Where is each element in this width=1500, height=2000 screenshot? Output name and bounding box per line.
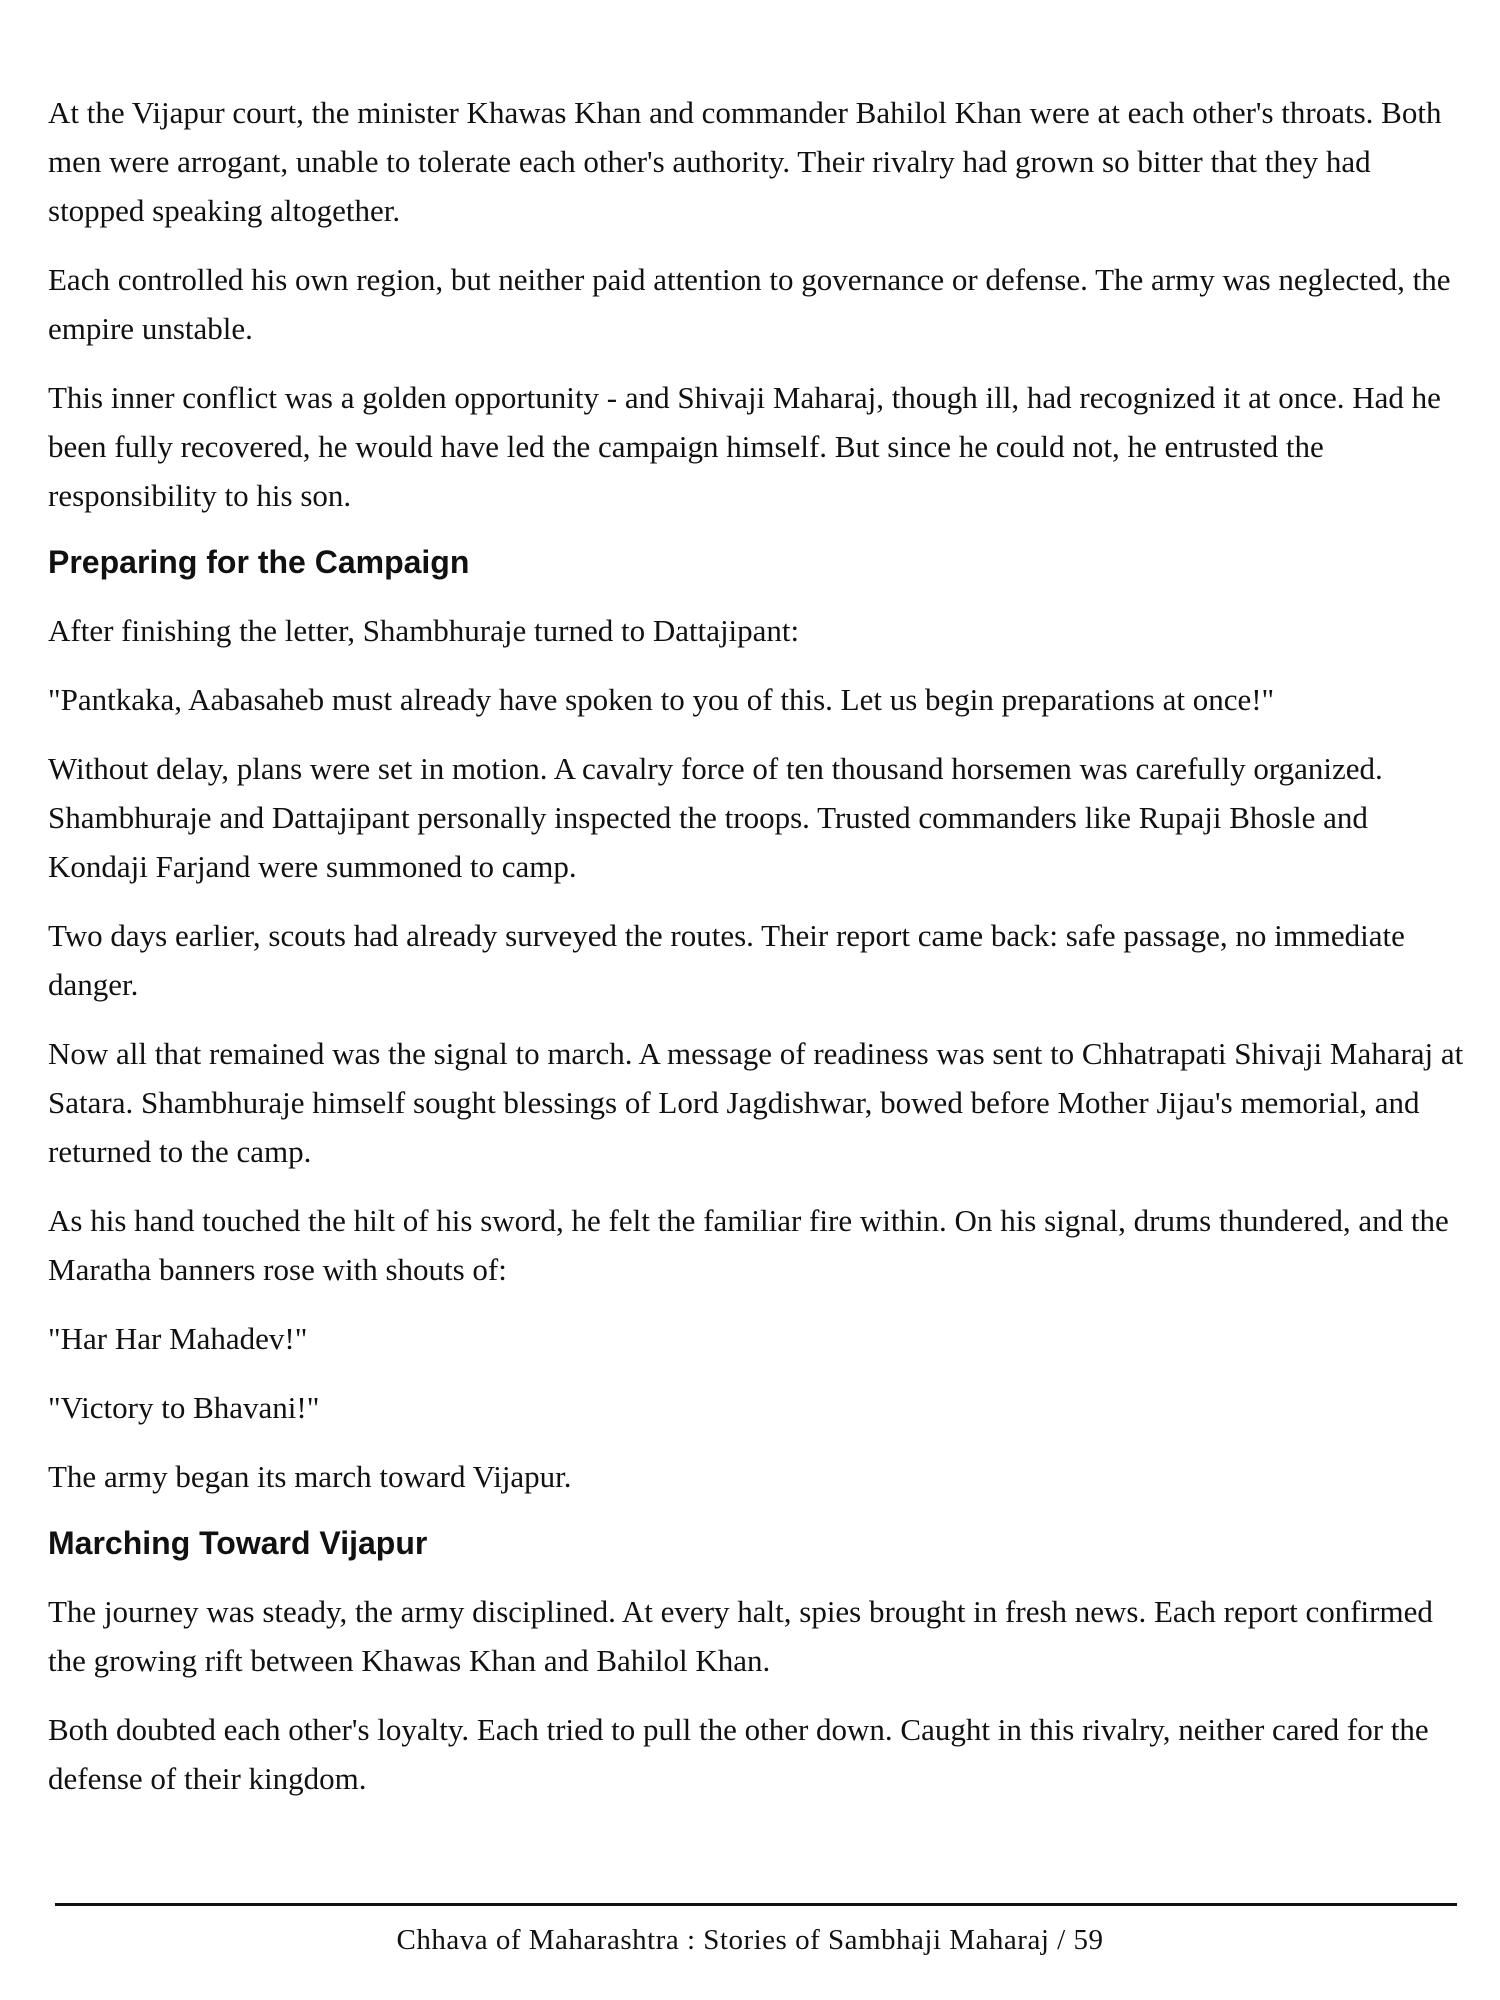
paragraph: Each controlled his own region, but neither paid attention to governance or defense. The army was neglected, the empire unstable. xyxy=(48,262,1451,346)
paragraph: As his hand touched the hilt of his sword, he felt the familiar fire within. On his signal, drums thundered, and the Maratha banners rose with shouts of: xyxy=(48,1203,1449,1287)
section-heading: Preparing for the Campaign xyxy=(48,544,470,580)
paragraph: This inner conflict was a golden opportunity - and Shivaji Maharaj, though ill, had recognized it at once. Had he been fully recovered, he would have led the campaign himself. But since he could not, he entrusted the responsibility to his son. xyxy=(48,380,1441,513)
paragraph: After finishing the letter, Shambhuraje turned to Dattajipant: xyxy=(48,613,800,648)
page-footer: Chhava of Maharashtra : Stories of Sambhaji Maharaj / 59 xyxy=(396,1924,1104,1956)
section-heading: Marching Toward Vijapur xyxy=(48,1525,428,1561)
paragraph: At the Vijapur court, the minister Khawas Khan and commander Bahilol Khan were at each other's throats. Both men were arrogant, unable to tolerate each other's authority. Their rivalry had grown so bitter that they had stopped speaking altogether. xyxy=(48,95,1442,228)
paragraph: "Har Har Mahadev!" xyxy=(48,1321,308,1356)
paragraph: Now all that remained was the signal to march. A message of readiness was sent to Chhatrapati Shivaji Maharaj at Satara. Shambhuraje himself sought blessings of Lord Jagdishwar, bowed before Mother Jijau's memorial, and returned to the camp. xyxy=(48,1036,1464,1169)
paragraph: "Pantkaka, Aabasaheb must already have spoken to you of this. Let us begin preparations at once!" xyxy=(48,682,1275,717)
paragraph: Both doubted each other's loyalty. Each tried to pull the other down. Caught in this rivalry, neither cared for the defense of their kingdom. xyxy=(48,1712,1429,1796)
paragraph: Two days earlier, scouts had already surveyed the routes. Their report came back: safe passage, no immediate danger. xyxy=(48,918,1405,1002)
paragraph: The journey was steady, the army disciplined. At every halt, spies brought in fresh news. Each report confirmed the growing rift between Khawas Khan and Bahilol Khan. xyxy=(48,1594,1433,1678)
page-body xyxy=(48,88,1468,1823)
footer-divider xyxy=(55,1903,1457,1906)
paragraph: Without delay, plans were set in motion. A cavalry force of ten thousand horsemen was carefully organized. Shambhuraje and Dattajipant personally inspected the troops. Trusted commanders like Rupaji Bhosle and Kondaji Farjand were summoned to camp. xyxy=(48,751,1383,884)
paragraph: "Victory to Bhavani!" xyxy=(48,1390,320,1425)
paragraph: The army began its march toward Vijapur. xyxy=(48,1459,572,1494)
